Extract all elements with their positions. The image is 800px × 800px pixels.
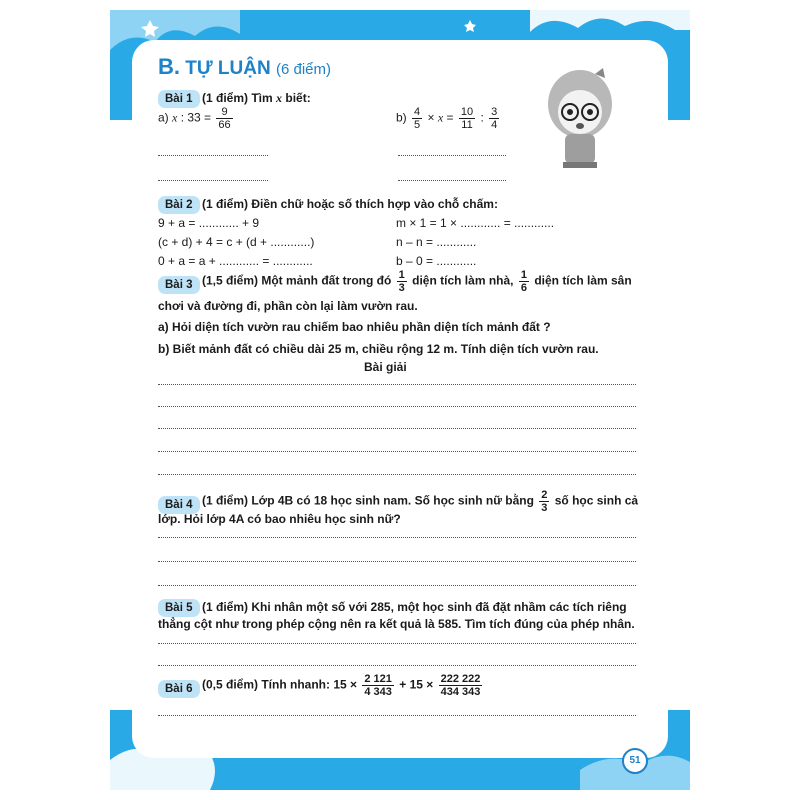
answer-line[interactable] bbox=[158, 406, 636, 407]
ex1-part-b bbox=[396, 106, 501, 131]
page-number: 51 bbox=[622, 748, 648, 774]
answer-line[interactable] bbox=[158, 155, 268, 156]
ex6-frac1: $\frac{2 121}{4 343}$ bbox=[364, 673, 392, 698]
ex1-prompt bbox=[202, 91, 311, 105]
ex1-part-a bbox=[158, 106, 235, 131]
ex2-prompt: (1 điểm) Điền chữ hoặc số thích hợp vào chỗ chấm: bbox=[202, 197, 498, 211]
ex1-b-frac3: $\frac{3}{4}$ bbox=[491, 106, 498, 131]
ex1-a-expr: : 33 = bbox=[180, 110, 212, 125]
answer-line[interactable] bbox=[398, 180, 506, 181]
ex1-b-label: b) bbox=[396, 110, 407, 125]
ex6-intro: (0,5 điểm) Tính nhanh: 15 × bbox=[202, 677, 358, 692]
ex3-badge: Bài 3 bbox=[158, 276, 200, 294]
ex1-b-frac2: $\frac{10}{11}$ bbox=[460, 106, 474, 131]
ex4-badge: Bài 4 bbox=[158, 496, 200, 514]
section-title: TỰ LUẬN bbox=[185, 58, 271, 79]
ex1-a-fraction: $\frac{9}{66}$ bbox=[218, 106, 231, 131]
section-header bbox=[158, 54, 331, 80]
ex5-prompt-line2: thẳng cột như trong phép cộng nên ra kết quả là 585. Tìm tích đúng của phép nhân. bbox=[158, 617, 635, 631]
ex1-b-eq: = bbox=[446, 110, 454, 125]
ex2-left-line-3: 0 + a = a + ............ = ............ bbox=[158, 254, 313, 268]
ex3-question-a: a) Hỏi diện tích vườn rau chiếm bao nhiêu phần diện tích mảnh đất ? bbox=[158, 320, 551, 334]
answer-line[interactable] bbox=[158, 384, 636, 385]
ex2-badge: Bài 2 bbox=[158, 196, 200, 214]
ex1-var: x bbox=[276, 91, 283, 105]
ex3-mid: diện tích làm nhà, bbox=[412, 273, 514, 288]
answer-line[interactable] bbox=[158, 665, 636, 666]
ex1-b-times: × bbox=[427, 110, 435, 125]
answer-line[interactable] bbox=[158, 715, 636, 716]
answer-line[interactable] bbox=[158, 474, 636, 475]
ex6-plus: + 15 × bbox=[399, 677, 434, 692]
ex3-solution-title: Bài giải bbox=[364, 360, 407, 374]
ex6-prompt bbox=[202, 673, 484, 698]
ex1-intro-end: biết: bbox=[285, 91, 311, 105]
answer-line[interactable] bbox=[158, 180, 268, 181]
ex3-intro: (1,5 điểm) Một mảnh đất trong đó bbox=[202, 273, 392, 288]
ex1-a-var: x bbox=[172, 110, 178, 125]
ex1-b-frac1: $\frac{4}{5}$ bbox=[414, 106, 421, 131]
answer-line[interactable] bbox=[158, 643, 636, 644]
ex6-badge: Bài 6 bbox=[158, 680, 200, 698]
girl-mascot-icon bbox=[535, 62, 625, 172]
worksheet-page bbox=[110, 10, 690, 790]
answer-line[interactable] bbox=[398, 155, 506, 156]
ex1-b-var: x bbox=[437, 110, 444, 125]
section-letter: B. bbox=[158, 54, 180, 79]
ex3-question-b: b) Biết mảnh đất có chiều dài 25 m, chiều rộng 12 m. Tính diện tích vườn rau. bbox=[158, 342, 599, 356]
answer-line[interactable] bbox=[158, 451, 636, 452]
ex5-prompt-line1: (1 điểm) Khi nhân một số với 285, một học sinh đã đặt nhầm các tích riêng bbox=[202, 600, 627, 614]
ex3-frac1: $\frac{1}{3}$ bbox=[398, 269, 405, 294]
answer-line[interactable] bbox=[158, 561, 636, 562]
ex4-prompt-line2: lớp. Hỏi lớp 4A có bao nhiêu học sinh nữ? bbox=[158, 512, 401, 526]
ex3-prompt-line2: chơi và đường đi, phần còn lại làm vườn rau. bbox=[158, 299, 418, 313]
ex6-frac2: $\frac{222 222}{434 343}$ bbox=[440, 673, 481, 698]
ex4-end: số học sinh cả bbox=[554, 493, 639, 508]
ex1-b-div: : bbox=[480, 110, 484, 125]
ex1-badge: Bài 1 bbox=[158, 90, 200, 108]
ex2-left-line-1: 9 + a = ............ + 9 bbox=[158, 216, 260, 230]
ex4-prompt-line1 bbox=[202, 489, 638, 514]
ex2-right-line-1: m × 1 = 1 × ............ = ............ bbox=[396, 216, 555, 230]
answer-line[interactable] bbox=[158, 537, 636, 538]
ex2-right-line-2: n – n = ............ bbox=[396, 235, 477, 249]
ex4-frac: $\frac{2}{3}$ bbox=[541, 489, 548, 514]
ex3-frac2: $\frac{1}{6}$ bbox=[520, 269, 527, 294]
ex3-end: diện tích làm sân bbox=[534, 273, 632, 288]
ex1-intro: (1 điểm) Tìm bbox=[202, 91, 273, 105]
ex2-right-line-3: b – 0 = ............ bbox=[396, 254, 477, 268]
ex4-intro: (1 điểm) Lớp 4B có 18 học sinh nam. Số học sinh nữ bằng bbox=[202, 493, 534, 508]
answer-line[interactable] bbox=[158, 428, 636, 429]
ex2-left-line-2: (c + d) + 4 = c + (d + ............) bbox=[158, 235, 315, 249]
section-points: (6 điểm) bbox=[275, 61, 331, 78]
ex3-prompt-line1 bbox=[202, 269, 632, 294]
ex1-a-label: a) bbox=[158, 110, 169, 125]
ex5-badge: Bài 5 bbox=[158, 599, 200, 617]
answer-line[interactable] bbox=[158, 585, 636, 586]
